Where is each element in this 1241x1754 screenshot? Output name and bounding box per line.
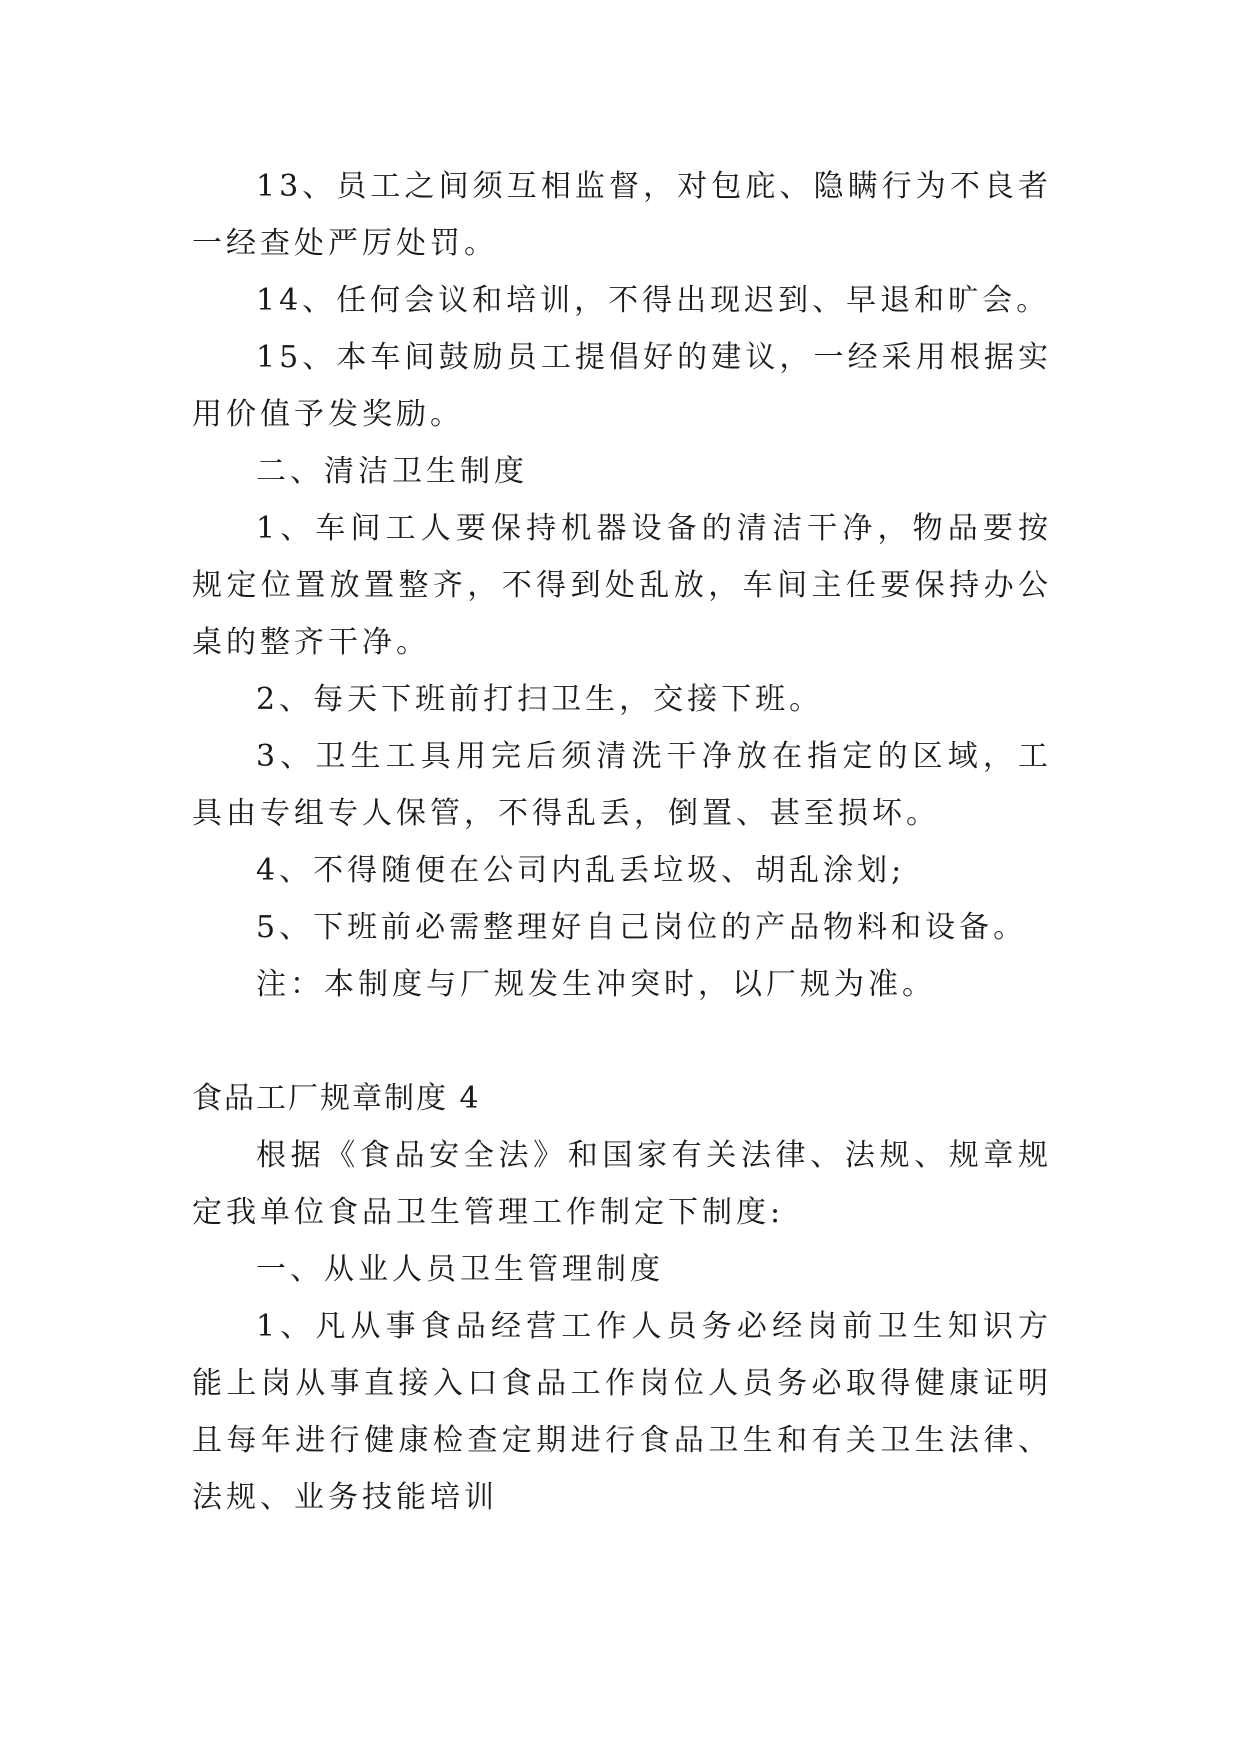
paragraph-cleaning-5: 5、下班前必需整理好自己岗位的产品物料和设备。 [256,910,1028,945]
paragraph-cleaning-3: 3、卫生工具用完后须清洗干净放在指定的区域，工具由专组专人保管，不得乱丢，倒置、甚至损坏。 [192,739,1052,831]
paragraph-cleaning-4: 4、不得随便在公司内乱丢垃圾、胡乱涂划; [256,853,906,888]
section-heading-cleaning: 二、清洁卫生制度 [256,454,528,489]
note-paragraph: 注：本制度与厂规发生冲突时，以厂规为准。 [256,967,936,1002]
document-title: 食品工厂规章制度 4 [192,1081,481,1116]
paragraph-cleaning-1: 1、车间工人要保持机器设备的清洁干净，物品要按规定位置放置整齐，不得到处乱放，车间主任要保持办公桌的整齐干净。 [192,511,1052,660]
section-heading-staff-hygiene: 一、从业人员卫生管理制度 [256,1252,664,1287]
document-body [192,158,1052,1526]
paragraph-item-14: 14、任何会议和培训，不得出现迟到、早退和旷会。 [256,283,1051,318]
paragraph-item-13: 13、员工之间须互相监督，对包庇、隐瞒行为不良者一经查处严厉处罚。 [192,169,1052,261]
paragraph-staff-1: 1、凡从事食品经营工作人员务必经岗前卫生知识方能上岗从事直接入口食品工作岗位人员务必取得健康证明且每年进行健康检查定期进行食品卫生和有关卫生法律、法规、业务技能培训 [192,1309,1052,1515]
intro-paragraph: 根据《食品安全法》和国家有关法律、法规、规章规定我单位食品卫生管理工作制定下制度: [192,1138,1052,1230]
paragraph-cleaning-2: 2、每天下班前打扫卫生，交接下班。 [256,682,824,717]
paragraph-item-15: 15、本车间鼓励员工提倡好的建议，一经采用根据实用价值予发奖励。 [192,340,1052,432]
